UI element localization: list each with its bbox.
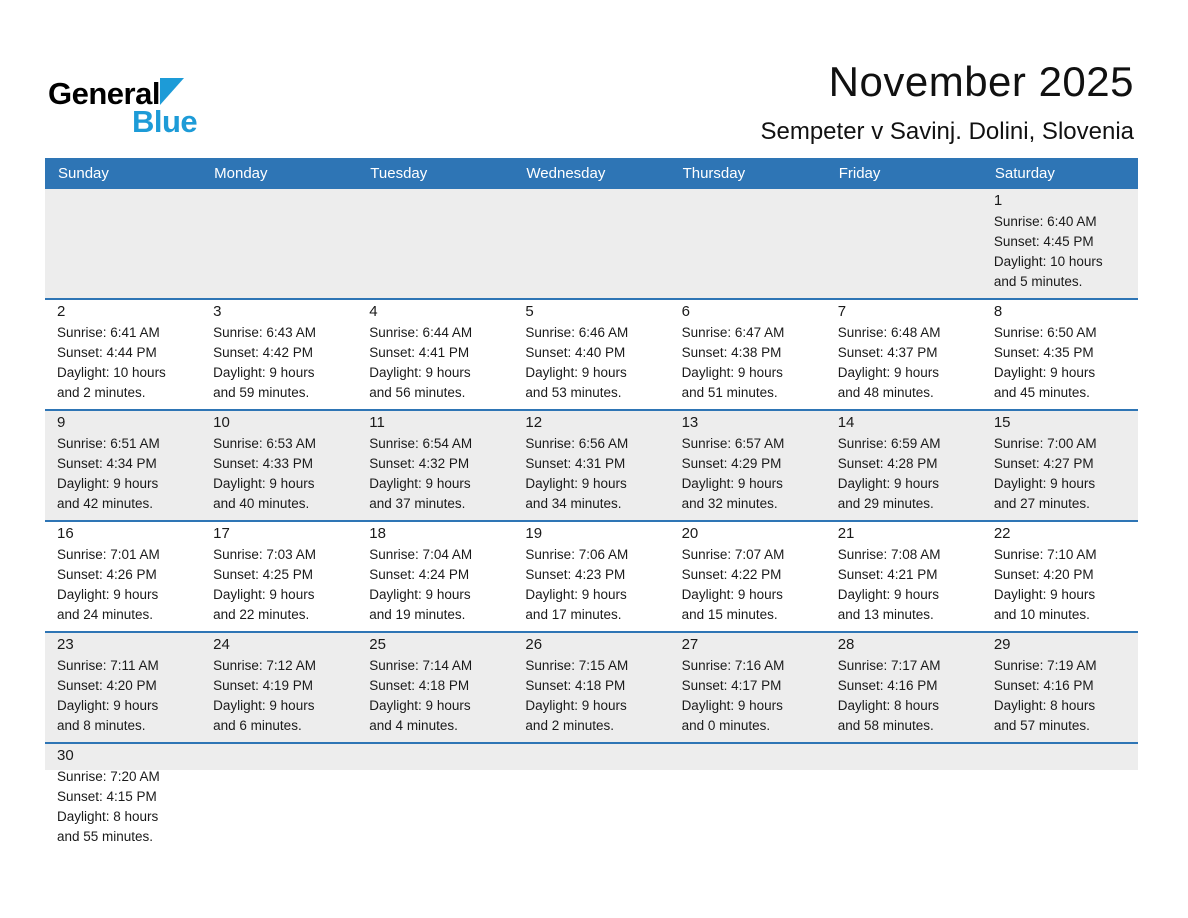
day-number: 15 [993, 414, 1011, 431]
daylight-text-line2: and 29 minutes. [837, 496, 934, 511]
day-cell-1 [982, 189, 1138, 298]
daylight-text-line1: Daylight: 9 hours [525, 476, 627, 491]
day-number: 1 [993, 192, 1003, 209]
empty-day-cell [826, 744, 982, 860]
day-number: 6 [681, 303, 690, 320]
general-blue-logo [48, 76, 258, 138]
sunrise-text: Sunrise: 7:08 AM [837, 547, 941, 562]
sunrise-text: Sunrise: 6:57 AM [681, 436, 785, 451]
weekday-header-wednesday: Wednesday [526, 165, 606, 182]
sunrise-text: Sunrise: 7:14 AM [369, 658, 473, 673]
sunrise-text: Sunrise: 6:47 AM [681, 325, 785, 340]
sunrise-text: Sunrise: 7:00 AM [993, 436, 1097, 451]
day-number: 18 [369, 525, 386, 542]
daylight-text-line1: Daylight: 9 hours [837, 365, 940, 380]
sunset-text: Sunset: 4:31 PM [525, 456, 626, 471]
sunset-text: Sunset: 4:35 PM [993, 345, 1094, 360]
sunrise-text: Sunrise: 6:53 AM [213, 436, 316, 451]
day-cell-2 [45, 300, 201, 409]
day-cell-11 [357, 411, 513, 520]
day-number: 30 [57, 747, 74, 764]
day-cell-7 [826, 300, 982, 409]
day-cell-25 [357, 633, 513, 742]
daylight-text-line2: and 32 minutes. [681, 496, 778, 511]
day-number: 19 [525, 525, 543, 542]
sunset-text: Sunset: 4:18 PM [525, 678, 626, 693]
daylight-text-line1: Daylight: 9 hours [525, 698, 627, 713]
sunrise-text: Sunrise: 6:56 AM [525, 436, 629, 451]
sunset-text: Sunset: 4:44 PM [57, 345, 157, 360]
day-number: 17 [213, 525, 230, 542]
empty-day-cell [357, 189, 513, 298]
sunset-text: Sunset: 4:15 PM [57, 789, 157, 804]
daylight-text-line2: and 57 minutes. [993, 718, 1090, 733]
day-number: 29 [993, 636, 1011, 653]
day-cell-13 [670, 411, 826, 520]
sunrise-text: Sunrise: 6:40 AM [993, 214, 1097, 229]
sunset-text: Sunset: 4:16 PM [993, 678, 1094, 693]
weekday-header-thursday: Thursday [682, 165, 746, 182]
daylight-text-line2: and 2 minutes. [525, 718, 614, 733]
day-cell-22 [982, 522, 1138, 631]
daylight-text-line2: and 4 minutes. [369, 718, 458, 733]
day-number: 2 [57, 303, 66, 320]
day-number: 12 [525, 414, 543, 431]
daylight-text-line2: and 37 minutes. [369, 496, 466, 511]
empty-day-cell [201, 744, 357, 860]
sunset-text: Sunset: 4:18 PM [369, 678, 470, 693]
daylight-text-line2: and 53 minutes. [525, 385, 622, 400]
daylight-text-line1: Daylight: 9 hours [57, 698, 159, 713]
daylight-text-line2: and 2 minutes. [57, 385, 146, 400]
day-number: 7 [837, 303, 847, 320]
daylight-text-line2: and 34 minutes. [525, 496, 622, 511]
sunset-text: Sunset: 4:21 PM [837, 567, 938, 582]
sunrise-text: Sunrise: 7:17 AM [837, 658, 941, 673]
daylight-text-line2: and 19 minutes. [369, 607, 466, 622]
day-number: 4 [369, 303, 378, 320]
sunset-text: Sunset: 4:26 PM [57, 567, 157, 582]
day-cell-6 [670, 300, 826, 409]
day-cell-4 [357, 300, 513, 409]
empty-day-cell [982, 744, 1138, 860]
day-cell-14 [826, 411, 982, 520]
sunset-text: Sunset: 4:42 PM [213, 345, 313, 360]
daylight-text-line1: Daylight: 9 hours [837, 476, 940, 491]
daylight-text-line1: Daylight: 9 hours [213, 587, 315, 602]
daylight-text-line2: and 40 minutes. [213, 496, 310, 511]
day-number: 27 [681, 636, 699, 653]
daylight-text-line1: Daylight: 9 hours [525, 587, 627, 602]
weekday-header-monday: Monday [214, 165, 268, 182]
daylight-text-line2: and 27 minutes. [993, 496, 1090, 511]
sunrise-text: Sunrise: 6:44 AM [369, 325, 473, 340]
sunrise-text: Sunrise: 6:54 AM [369, 436, 473, 451]
day-cell-3 [201, 300, 357, 409]
daylight-text-line1: Daylight: 9 hours [369, 587, 471, 602]
daylight-text-line2: and 55 minutes. [57, 829, 154, 844]
sunrise-text: Sunrise: 7:04 AM [369, 547, 473, 562]
empty-day-cell [826, 189, 982, 298]
day-cell-12 [513, 411, 669, 520]
day-number: 20 [681, 525, 699, 542]
sunrise-text: Sunrise: 7:03 AM [213, 547, 316, 562]
sunset-text: Sunset: 4:41 PM [369, 345, 470, 360]
daylight-text-line2: and 15 minutes. [681, 607, 778, 622]
day-cell-21 [826, 522, 982, 631]
sunset-text: Sunset: 4:20 PM [57, 678, 157, 693]
week-row-5 [45, 631, 1138, 742]
page-subtitle: Sempeter v Savinj. Dolini, Slovenia [760, 118, 1134, 145]
sunset-text: Sunset: 4:29 PM [681, 456, 782, 471]
daylight-text-line1: Daylight: 9 hours [681, 365, 783, 380]
daylight-text-line1: Daylight: 9 hours [525, 365, 627, 380]
daylight-text-line1: Daylight: 9 hours [369, 365, 471, 380]
daylight-text-line1: Daylight: 9 hours [681, 698, 783, 713]
daylight-text-line1: Daylight: 9 hours [369, 698, 471, 713]
day-number: 26 [525, 636, 543, 653]
sunrise-text: Sunrise: 7:10 AM [993, 547, 1097, 562]
sunrise-text: Sunrise: 6:46 AM [525, 325, 629, 340]
calendar-grid [45, 189, 1138, 860]
daylight-text-line1: Daylight: 9 hours [681, 476, 783, 491]
sunset-text: Sunset: 4:24 PM [369, 567, 470, 582]
sunset-text: Sunset: 4:33 PM [213, 456, 313, 471]
day-number: 16 [57, 525, 74, 542]
daylight-text-line2: and 42 minutes. [57, 496, 154, 511]
empty-day-cell [513, 744, 669, 860]
day-cell-24 [201, 633, 357, 742]
day-number: 3 [213, 303, 222, 320]
sunrise-text: Sunrise: 7:19 AM [993, 658, 1097, 673]
sunrise-text: Sunrise: 6:48 AM [837, 325, 941, 340]
daylight-text-line1: Daylight: 10 hours [993, 254, 1103, 269]
daylight-text-line1: Daylight: 9 hours [369, 476, 471, 491]
day-number: 22 [993, 525, 1011, 542]
daylight-text-line1: Daylight: 9 hours [57, 587, 159, 602]
daylight-text-line2: and 0 minutes. [681, 718, 771, 733]
day-cell-29 [982, 633, 1138, 742]
sunset-text: Sunset: 4:37 PM [837, 345, 938, 360]
sunset-text: Sunset: 4:45 PM [993, 234, 1094, 249]
sunrise-text: Sunrise: 7:01 AM [57, 547, 160, 562]
daylight-text-line1: Daylight: 9 hours [993, 476, 1096, 491]
day-number: 8 [993, 303, 1003, 320]
daylight-text-line1: Daylight: 9 hours [213, 476, 315, 491]
empty-day-cell [670, 744, 826, 860]
logo-triangle-icon [160, 78, 184, 105]
daylight-text-line2: and 45 minutes. [993, 385, 1090, 400]
empty-day-cell [670, 189, 826, 298]
day-number: 24 [213, 636, 230, 653]
sunrise-text: Sunrise: 7:11 AM [57, 658, 159, 673]
day-number: 28 [837, 636, 855, 653]
day-cell-10 [201, 411, 357, 520]
sunrise-text: Sunrise: 7:12 AM [213, 658, 316, 673]
sunset-text: Sunset: 4:16 PM [837, 678, 938, 693]
day-number: 21 [837, 525, 855, 542]
logo-text-general: General [48, 76, 160, 111]
daylight-text-line2: and 8 minutes. [57, 718, 146, 733]
week-row-2 [45, 298, 1138, 409]
daylight-text-line1: Daylight: 8 hours [57, 809, 159, 824]
daylight-text-line2: and 17 minutes. [525, 607, 622, 622]
day-cell-27 [670, 633, 826, 742]
day-cell-28 [826, 633, 982, 742]
weekday-header-tuesday: Tuesday [370, 165, 428, 182]
day-number: 13 [681, 414, 699, 431]
daylight-text-line2: and 22 minutes. [213, 607, 310, 622]
daylight-text-line1: Daylight: 9 hours [837, 587, 940, 602]
logo-text-blue: Blue [132, 104, 198, 139]
empty-day-cell [513, 189, 669, 298]
sunset-text: Sunset: 4:32 PM [369, 456, 470, 471]
day-cell-9 [45, 411, 201, 520]
day-cell-20 [670, 522, 826, 631]
day-cell-17 [201, 522, 357, 631]
sunset-text: Sunset: 4:40 PM [525, 345, 626, 360]
daylight-text-line1: Daylight: 9 hours [681, 587, 783, 602]
sunrise-text: Sunrise: 7:06 AM [525, 547, 629, 562]
day-cell-8 [982, 300, 1138, 409]
daylight-text-line2: and 59 minutes. [213, 385, 310, 400]
empty-day-cell [357, 744, 513, 860]
day-cell-16 [45, 522, 201, 631]
sunset-text: Sunset: 4:20 PM [993, 567, 1094, 582]
daylight-text-line1: Daylight: 9 hours [57, 476, 159, 491]
day-cell-23 [45, 633, 201, 742]
sunset-text: Sunset: 4:25 PM [213, 567, 313, 582]
sunrise-text: Sunrise: 6:41 AM [57, 325, 160, 340]
day-number: 25 [369, 636, 386, 653]
day-number: 11 [369, 414, 385, 431]
day-number: 9 [57, 414, 66, 431]
sunset-text: Sunset: 4:22 PM [681, 567, 782, 582]
sunrise-text: Sunrise: 6:51 AM [57, 436, 160, 451]
weekday-header-sunday: Sunday [58, 165, 109, 182]
daylight-text-line2: and 6 minutes. [213, 718, 302, 733]
daylight-text-line2: and 13 minutes. [837, 607, 934, 622]
day-cell-19 [513, 522, 669, 631]
daylight-text-line1: Daylight: 8 hours [837, 698, 940, 713]
sunrise-text: Sunrise: 7:20 AM [57, 769, 160, 784]
sunrise-text: Sunrise: 6:43 AM [213, 325, 316, 340]
sunset-text: Sunset: 4:27 PM [993, 456, 1094, 471]
sunrise-text: Sunrise: 6:50 AM [993, 325, 1097, 340]
week-row-4 [45, 520, 1138, 631]
sunset-text: Sunset: 4:28 PM [837, 456, 938, 471]
sunset-text: Sunset: 4:34 PM [57, 456, 157, 471]
day-cell-5 [513, 300, 669, 409]
weekday-header-saturday: Saturday [994, 165, 1055, 182]
sunset-text: Sunset: 4:19 PM [213, 678, 313, 693]
day-number: 5 [525, 303, 534, 320]
daylight-text-line2: and 10 minutes. [993, 607, 1090, 622]
sunrise-text: Sunrise: 7:07 AM [681, 547, 785, 562]
daylight-text-line2: and 56 minutes. [369, 385, 466, 400]
daylight-text-line1: Daylight: 8 hours [993, 698, 1096, 713]
sunrise-text: Sunrise: 7:16 AM [681, 658, 785, 673]
sunset-text: Sunset: 4:17 PM [681, 678, 782, 693]
week-row-1 [45, 189, 1138, 298]
sunrise-text: Sunrise: 7:15 AM [525, 658, 629, 673]
daylight-text-line1: Daylight: 10 hours [57, 365, 166, 380]
day-cell-15 [982, 411, 1138, 520]
daylight-text-line1: Daylight: 9 hours [993, 587, 1096, 602]
daylight-text-line1: Daylight: 9 hours [213, 698, 315, 713]
daylight-text-line2: and 51 minutes. [681, 385, 778, 400]
day-number: 10 [213, 414, 230, 431]
day-cell-18 [357, 522, 513, 631]
daylight-text-line1: Daylight: 9 hours [213, 365, 315, 380]
day-number: 23 [57, 636, 74, 653]
daylight-text-line2: and 48 minutes. [837, 385, 934, 400]
daylight-text-line2: and 5 minutes. [993, 274, 1083, 289]
weekday-header-friday: Friday [838, 165, 881, 182]
day-cell-26 [513, 633, 669, 742]
week-row-3 [45, 409, 1138, 520]
daylight-text-line2: and 24 minutes. [57, 607, 154, 622]
sunset-text: Sunset: 4:23 PM [525, 567, 626, 582]
day-number: 14 [837, 414, 855, 431]
empty-day-cell [45, 189, 201, 298]
sunset-text: Sunset: 4:38 PM [681, 345, 782, 360]
week-row-6 [45, 742, 1138, 860]
calendar [45, 158, 1138, 860]
weekday-header-row [45, 158, 1138, 189]
daylight-text-line2: and 58 minutes. [837, 718, 934, 733]
day-cell-30 [45, 744, 201, 860]
page-title: November 2025 [828, 58, 1134, 105]
daylight-text-line1: Daylight: 9 hours [993, 365, 1096, 380]
empty-day-cell [201, 189, 357, 298]
sunrise-text: Sunrise: 6:59 AM [837, 436, 941, 451]
